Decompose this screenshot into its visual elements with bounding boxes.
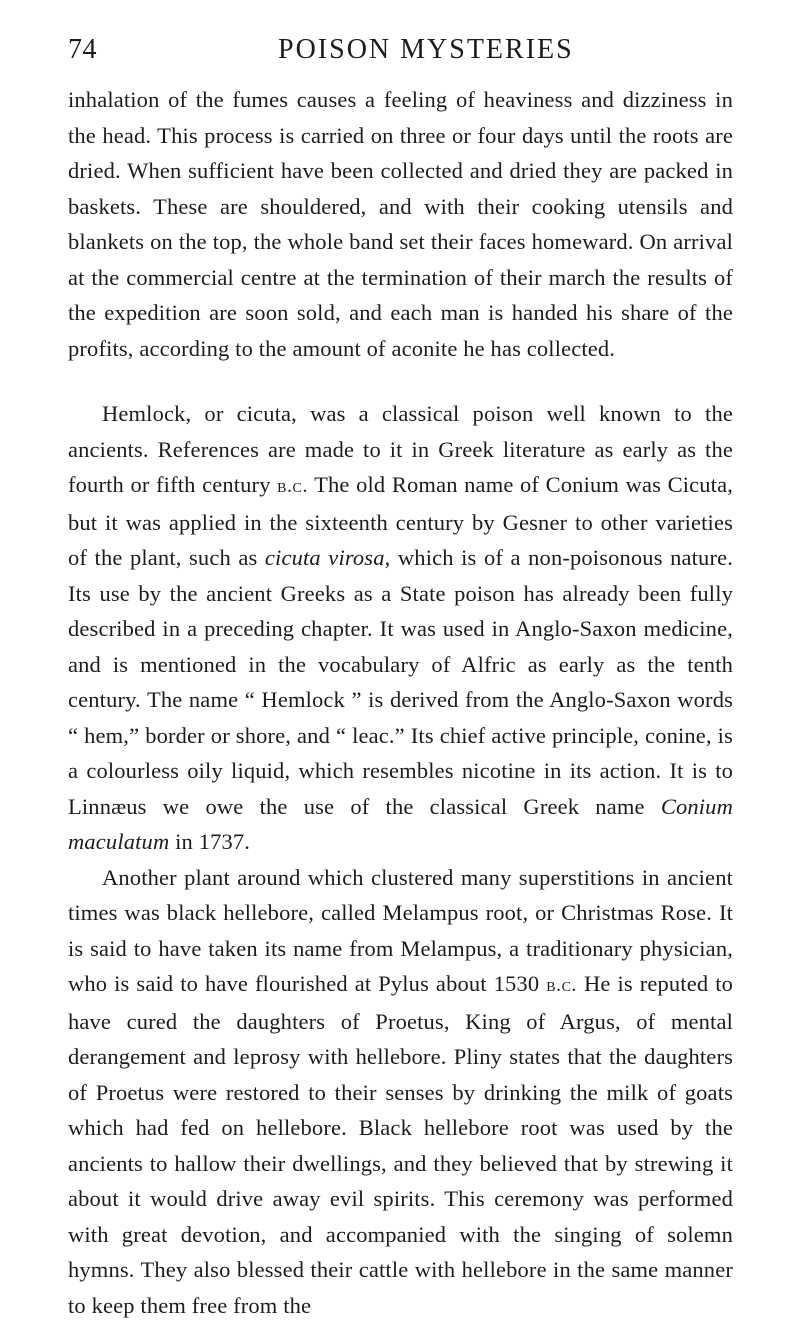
body-text (68, 82, 733, 1323)
era-abbreviation: b.c. (546, 974, 577, 996)
text-run: The old Roman name of Conium was Cicuta, but it was applied in the sixteenth century by Gesner to other varieties of the plant, such as (68, 472, 733, 570)
text-run: He is reputed to have cured the daughters of Proetus, King of Argus, of mental derangement and leprosy with hellebore. Pliny states that the daughters of Proetus were restored to their senses by drinking the milk of goats which had fed on hellebore. Black hellebore root was used by the ancients to hallow their dwellings, and they believed that by strewing it about it would drive away evil spirits. This ceremony was performed with great devotion, and accompanied with the singing of solemn hymns. They also blessed their cattle with hellebore in the same manner to keep them free from the (68, 971, 733, 1318)
text-run: Hemlock, or cicuta, was a classical poison well known to the ancients. References are made to it in Greek literature as early as the fourth or fifth century (68, 401, 733, 497)
paragraph-aconite-harvest (68, 82, 733, 366)
italic-term: cicuta virosa (265, 545, 385, 570)
paragraph-hemlock (68, 396, 733, 860)
text-run: in 1737. (169, 829, 250, 854)
running-title: POISON MYSTERIES (278, 34, 574, 66)
text-run: , which is of a non-poisonous nature. Its use by the ancient Greeks as a State poison has already been fully described in a preceding chapter. It was used in Anglo-Saxon medicine, and is mentioned in the vocabulary of Alfric as early as the tenth century. The name “ Hemlock ” is derived from the Anglo-Saxon words “ hem,” border or shore, and “ leac.” Its chief active principle, conine, is a colourless oily liquid, which resembles nicotine in its action. It is to Linnæus we owe the use of the classical Greek name (68, 545, 733, 819)
text-run: Another plant around which clustered many superstitions in ancient times was black hellebore, called Melampus root, or Christmas Rose. It is said to have taken its name from Melampus, a traditionary physician, who is said to have flourished at Pylus about 1530 (68, 865, 733, 997)
era-abbreviation: b.c. (277, 475, 308, 497)
page-number: 74 (68, 34, 97, 66)
paragraph-black-hellebore (68, 860, 733, 1323)
page-header (68, 30, 733, 80)
italic-term: Conium maculatum (68, 794, 733, 855)
text-run: inhalation of the fumes causes a feeling of heaviness and dizziness in the head. This process is carried on three or four days until the roots are dried. When sufficient have been collected and dried they are packed in baskets. These are shouldered, and with their cooking utensils and blankets on the top, the whole band set their faces homeward. On arrival at the commercial centre at the termination of their march the results of the expedition are soon sold, and each man is handed his share of the profits, according to the amount of aconite he has collected. (68, 87, 733, 361)
